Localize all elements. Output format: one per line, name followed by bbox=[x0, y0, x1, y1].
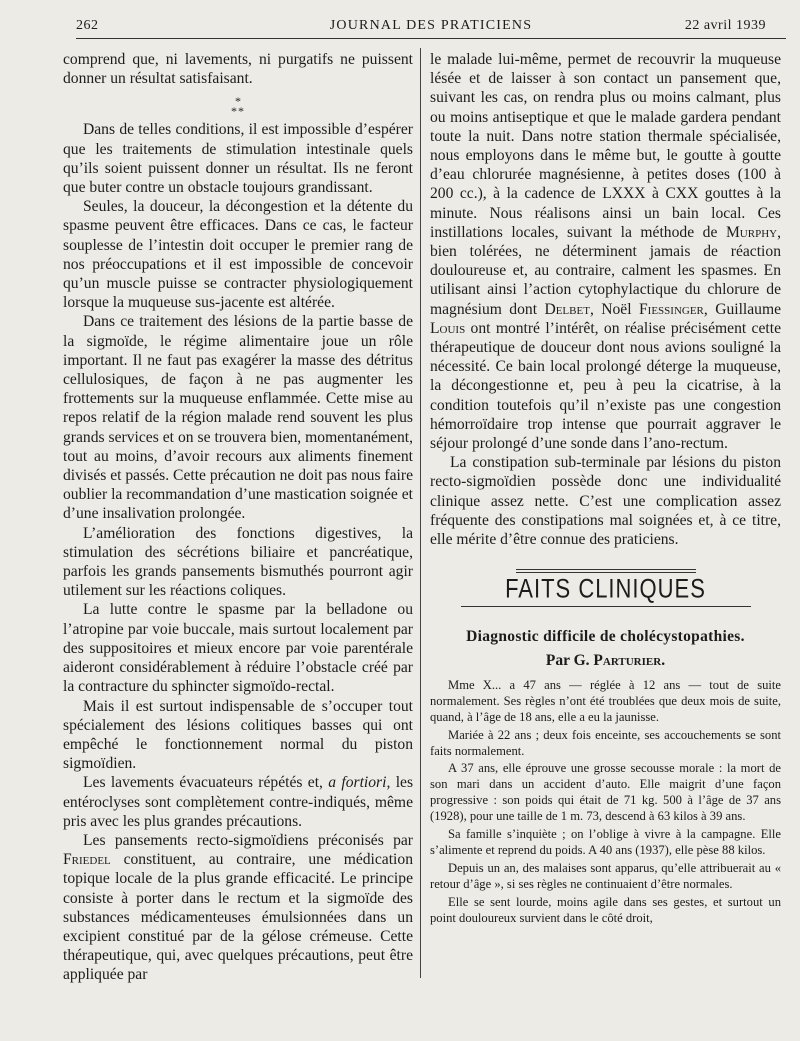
paragraph: La lutte contre le spasme par la belladone ou l’atropine par voie buccale, mais surtout localement par des suppositoires et mieux encore par voie parentérale aideront considérablement à réduire l’obstacle créé par la contracture du sphincter sigmoïdo-rectal. bbox=[63, 601, 413, 696]
paragraph: Mais il est surtout indispensable de s’occuper tout spécialement des lésions colitiques basses qui ont empêché le fonctionnement normal du piston sigmoïdien. bbox=[63, 697, 413, 773]
running-header bbox=[76, 14, 786, 36]
section-title: FAITS CLINIQUES bbox=[505, 573, 706, 604]
text-run: constituent, au contraire, une médication topique locale de la plus grande efficacité. Le principe consiste à porter dans le rectum et la sigmoïde des substances médicamenteuses émulsionnées dans un excipient constitué par de la gélose crémeuse. Cette thérapeutique, qui, avec quelques précautions, peut être appliquée par bbox=[63, 851, 413, 984]
author-suffix: . bbox=[661, 651, 666, 669]
left-column bbox=[63, 50, 413, 985]
paragraph: Mariée à 22 ans ; deux fois enceinte, ses accouchements se sont faits normalement. bbox=[430, 727, 781, 758]
paragraph: Mme X... a 47 ans — réglée à 12 ans — tout de suite normalement. Ses règles n’ont été troublées que deux mois de suite, quand, à l’âge de 18 ans, elle a eu la jaunisse. bbox=[430, 677, 781, 724]
italic-phrase: a fortiori, bbox=[328, 774, 391, 792]
paragraph: Dans ce traitement des lésions de la partie basse de la sigmoïde, le régime alimentaire joue un rôle important. Il ne faut pas exagérer la masse des détritus cellulosiques, de façon à ne pas augmenter les frottements sur la muqueuse enflammée. Cette mise au repos relatif de la région malade rend souvent les plus grands services et on se trouvera bien, momentanément, tout au moins, d’avoir recours aux aliments finement divisés et passés. Cette précaution ne doit pas nous faire oublier la recommandation d’une mastication soignée et d’une insalivation prolongée. bbox=[63, 313, 413, 523]
author-name: Friedel bbox=[63, 851, 111, 869]
text-run: Les lavements évacuateurs répétés et, bbox=[83, 774, 323, 792]
author-name: Parturier bbox=[593, 651, 662, 669]
text-run: ont montré l’intérêt, on réalise précisément cette thérapeutique de douceur dont nous avions souligné la nécessité. Ce bain local prolongé déterge la muqueuse, la décongestionne et, peu à peu la cicatrise, à la condition toutefois qu’il n’existe pas une congestion hémorroïdaire trop intense que pourrait aggraver le séjour prolongé d’une sonde dans l’ano-rectum. bbox=[430, 319, 781, 453]
case-report bbox=[430, 678, 781, 927]
text-run: , Guillaume bbox=[703, 300, 782, 318]
paragraph bbox=[63, 831, 413, 985]
paragraph: Elle se sent lourde, moins agile dans ses gestes, et surtout un point douloureux survient dans le côté droit, bbox=[430, 894, 781, 925]
issue-date: 22 avril 1939 bbox=[684, 18, 766, 33]
author-prefix: Par G. bbox=[545, 651, 590, 669]
text-run: les entéroclyses sont complètement contre-indiqués, même pris avec les plus grandes précautions. bbox=[63, 774, 414, 830]
paragraph: La constipation sub-terminale par lésions du piston recto-sigmoïdien possède donc une individualité clinique assez nette. C’est une complication assez fréquente des constipations mal soignées et, à ce titre, elle mérite d’être connue des praticiens. bbox=[430, 454, 781, 549]
asterism bbox=[63, 94, 413, 119]
text-run: , bien tolérées, ne déterminent jamais de réaction douloureuse et, au contraire, calment les spasmes. En utilisant ainsi l’action cytophylactique du chlorure de magnésium dont bbox=[430, 223, 781, 318]
paragraph: Depuis un an, des malaises sont apparus, qu’elle attribuerait au « retour d’âge », si ses règles ne continuaient d’être normales. bbox=[430, 860, 781, 891]
article-title: Diagnostic difficile de cholécystopathies. bbox=[466, 628, 745, 646]
article-author bbox=[430, 651, 781, 670]
header-rule bbox=[76, 38, 786, 39]
text-run: le malade lui-même, permet de recouvrir la muqueuse lésée et de laisser à son contact un pansement que, suivant les cas, on rendra plus ou moins calmant, plus ou moins antiseptique et que le malade gardera pendant toute la nuit. Dans notre station thermale spécialisée, nous employons dans le même but, le goutte à goutte d’eau chlorurée magnésienne, à petites doses (100 à 200 cc.), à la cadence de LXXX à CXX gouttes à la minute. Nous réalisons ainsi un bain local. Ces instillations locales, suivant la méthode de bbox=[430, 51, 781, 241]
author-name: Louis bbox=[430, 319, 466, 337]
text-run: , Noël bbox=[589, 300, 632, 318]
text-run: Les pansements recto-sigmoïdiens préconisés par bbox=[83, 831, 413, 849]
right-column bbox=[430, 50, 781, 928]
author-name: Fiessinger bbox=[638, 300, 704, 318]
paragraph bbox=[63, 773, 413, 831]
paragraph: Seules, la douceur, la décongestion et la détente du spasme peuvent être efficaces. Dans ce cas, le facteur souplesse de l’intestin doit occuper le premier rang de nos préoccupations et il est impossible de concevoir qu’un muscle puisse se contracter physiologiquement lorsque la muqueuse sus-jacente est altérée. bbox=[63, 198, 413, 312]
section-rule-bottom bbox=[461, 606, 751, 607]
author-name: Murphy bbox=[725, 223, 778, 241]
journal-title: JOURNAL DES PRATICIENS bbox=[329, 18, 533, 33]
paragraph: A 37 ans, elle éprouve une grosse secousse morale : la mort de son mari dans un accident d’auto. Elle maigrit d’une façon progressive : son poids qui était de 71 kg. 500 à l’âge de 37 ans (1928), pour une taille de 1 m. 73, descend à 63 kilos à 39 ans. bbox=[430, 761, 781, 824]
column-divider bbox=[420, 48, 421, 978]
author-name: Delbet bbox=[544, 300, 590, 318]
asterism-bottom: ** bbox=[231, 104, 245, 119]
page-number: 262 bbox=[76, 18, 99, 33]
paragraph bbox=[430, 50, 781, 453]
asterism-top: * bbox=[235, 94, 241, 109]
paragraph: Sa famille s’inquiète ; on l’oblige à vivre à la campagne. Elle s’alimente et reprend du poids. A 40 ans (1937), elle pèse 88 kilos. bbox=[430, 827, 781, 857]
paragraph: Dans de telles conditions, il est impossible d’espérer que les traitements de stimulation intestinale quels qu’ils soient puissent donner un résultat. Ils ne feront que buter contre un obstacle toujours grandissant. bbox=[63, 121, 413, 197]
paragraph: L’amélioration des fonctions digestives, la stimulation des sécrétions biliaire et pancréatique, parfois les grands pansements bismuthés pourront agir utilement sur les réactions coliques. bbox=[63, 524, 413, 600]
paragraph: comprend que, ni lavements, ni purgatifs ne puissent donner un résultat satisfaisant. bbox=[63, 51, 413, 88]
